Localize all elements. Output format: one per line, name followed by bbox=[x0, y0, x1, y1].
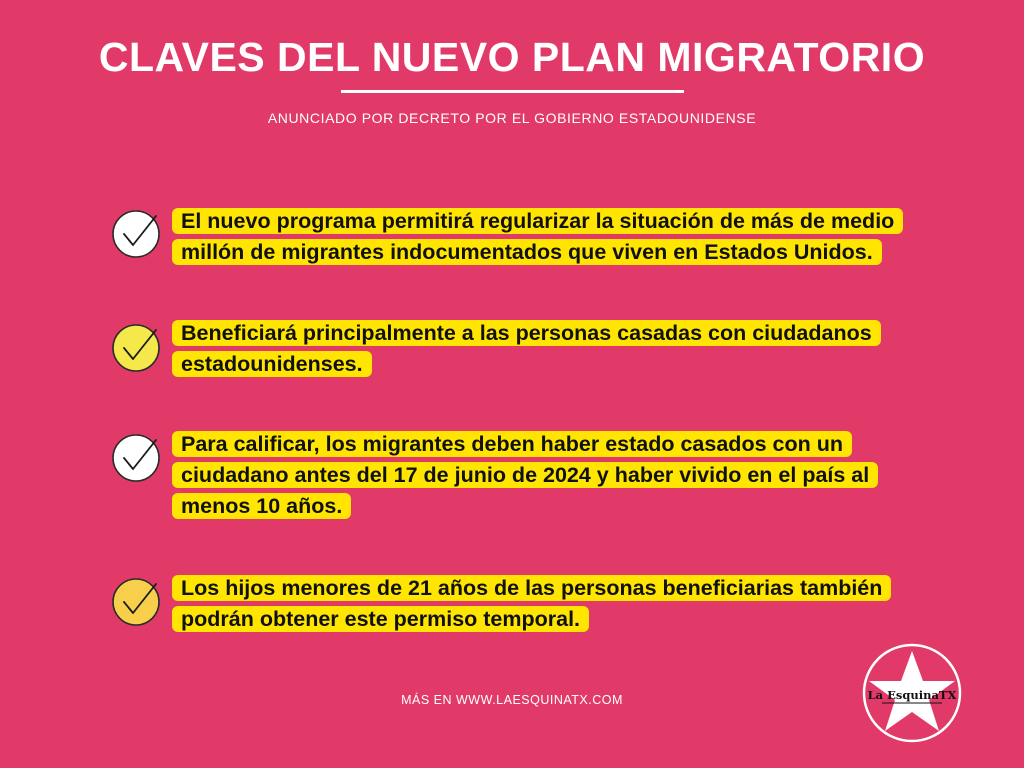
list-item-text: Los hijos menores de 21 años de las personas beneficiarias también podrán obtener este permiso temporal. bbox=[172, 573, 932, 635]
check-circle-icon bbox=[110, 432, 162, 484]
check-circle-icon bbox=[110, 576, 162, 628]
list-item-text: Beneficiará principalmente a las personas casadas con ciudadanos estadounidenses. bbox=[172, 318, 932, 380]
footer-link-text: MÁS EN WWW.LAESQUINATX.COM bbox=[401, 693, 623, 707]
page-title: CLAVES DEL NUEVO PLAN MIGRATORIO bbox=[98, 34, 926, 80]
list-item-text: El nuevo programa permitirá regularizar la situación de más de medio millón de migrantes indocumentados que viven en Estados Unidos. bbox=[172, 206, 932, 268]
logo bbox=[862, 643, 962, 743]
check-circle-icon bbox=[110, 322, 162, 374]
check-circle-icon bbox=[110, 208, 162, 260]
logo-text: La EsquinaTX bbox=[867, 688, 957, 702]
page-subtitle: ANUNCIADO POR DECRETO POR EL GOBIERNO ESTADOUNIDENSE bbox=[267, 110, 757, 126]
list-item-text: Para calificar, los migrantes deben haber estado casados con un ciudadano antes del 17 de junio de 2024 y haber vivido en el país al menos 10 años. bbox=[172, 429, 932, 522]
title-divider bbox=[341, 90, 684, 93]
